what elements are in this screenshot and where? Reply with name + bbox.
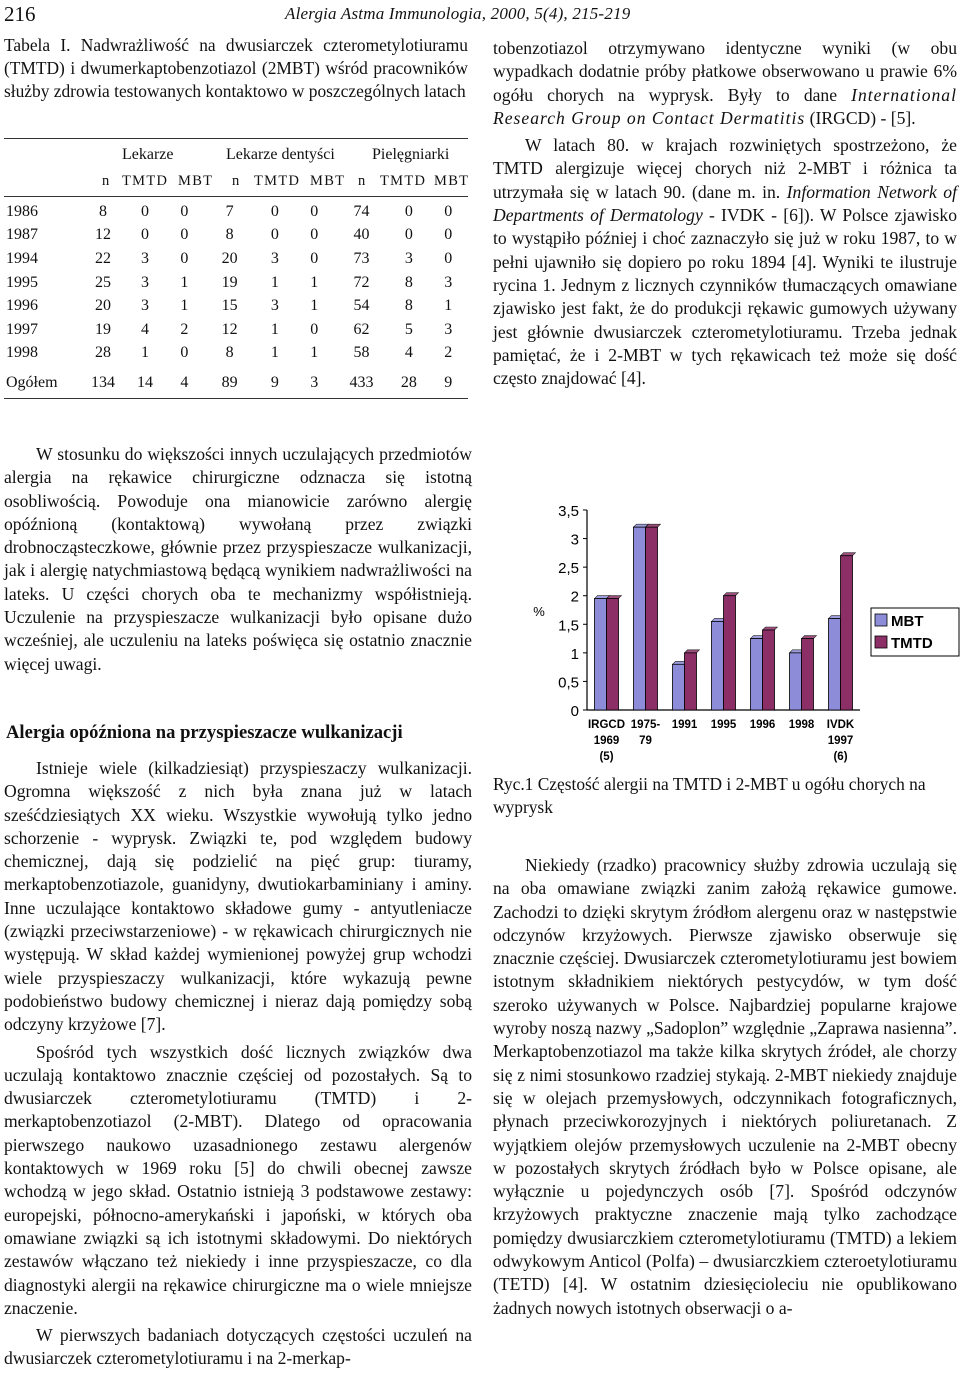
x-tick-label: 79 [639, 735, 652, 747]
table-caption: Tabela I. Nadwrażliwość na dwusiarczek czterometylotiuramu (TMTD) i dwumerkaptobenzotiazol (2MBT) wśród pracowników służby zdrowia testowanych kontaktowo w poszczególnych latach [4, 35, 468, 101]
table-cell: 1 [444, 297, 453, 315]
year-cell: 1994 [6, 249, 38, 267]
table-total-row [4, 365, 468, 401]
sub-n-2: n [232, 173, 241, 189]
table-cell: 9 [270, 374, 279, 392]
table-cell: 0 [444, 226, 453, 244]
bar-mbt [790, 653, 802, 710]
table-cell: 1 [270, 320, 279, 338]
table-top-rule [4, 138, 468, 139]
table-cell: 3 [270, 249, 279, 267]
table-cell: 12 [94, 226, 111, 244]
table-cell: 0 [140, 202, 149, 220]
legend-label: TMTD [891, 635, 933, 652]
year-cell: 1986 [6, 202, 38, 220]
table-cell: 58 [353, 344, 370, 362]
bar-mbt [595, 599, 607, 710]
y-tick-label: 3 [570, 531, 579, 549]
year-cell: 1997 [6, 320, 38, 338]
table-cell: 3 [270, 297, 279, 315]
table-cell: 12 [221, 320, 238, 338]
table-cell: 0 [180, 249, 189, 267]
table-cell: 72 [353, 273, 370, 291]
paragraph: tobenzotiazol otrzymywano identyczne wyniki (w obu wypadkach dodatnie próby płatkowe obserwowano u prawie 6% ogółu chorych na wyprysk. Były to dane International Research Group on Contact Dermatitis (IRGCD) - [5]. [493, 38, 957, 128]
x-tick-label: 1995 [710, 719, 737, 731]
paragraph: W stosunku do większości innych uczulających przedmiotów alergia na rękawice chirurgiczne odznacza się istotną osobliwością. Powoduje ona mianowicie zarówno alergię opóźnioną (kontaktową) wywołaną przez związki drobnocząsteczkowe, głównie przez przyspieszacze wulkanizacji, jak i alergię natychmiastową będącą wynikiem nadwrażliwości na lateks. U części chorych oba te mechanizmy współistnieją. Uczulenie na przyspieszacze wulkanizacji było opisane dużo wcześniej, ale uczuleniu na lateks poświęca się ostatnio znacznie więcej uwagi. [4, 444, 472, 674]
group-pielegniarki: Pielęgniarki [372, 146, 450, 163]
data-table [4, 200, 468, 401]
year-cell: 1995 [6, 273, 38, 291]
table-cell: 0 [310, 226, 319, 244]
paragraph: Istnieje wiele (kilkadziesiąt) przyspieszaczy wulkanizacji. Ogromna większość z nich była znana już w latach sześćdziesiątych XX wieku. Wszystkie wywołują tylko jedno schorzenie - wyprysk. Związki te, pod względem budowy chemicznej, dają się podzielić na pięć grup: tiuramy, merkaptobenzotiazole, guanidyny, dwutiokarbaminiany i aminy. Inne uczulające kontaktowo składowe gumy - antyutleniacze (związki przeciwstarzeniowe) - w rękawicach chirurgicznych nie występują. W skład każdej wymienionej powyżej grup wchodzi wiele przyspieszaczy wulkanizacji, które wykazują pewne podobieństwo budowy chemicznej i nieraz dają pomiędzy sobą odczyny krzyżowe [7]. [4, 758, 472, 1035]
table-cell: 0 [270, 226, 279, 244]
table-row [4, 342, 468, 366]
x-tick-label: 1996 [749, 719, 776, 731]
bar-mbt [712, 621, 724, 710]
x-tick-label: 1969 [593, 735, 620, 747]
paragraph: W pierwszych badaniach dotyczących częstości uczuleń na dwusiarczek czterometylotiuramu i na 2-merkap- [4, 1325, 472, 1369]
chart [495, 490, 960, 775]
bar-tmtd [607, 599, 619, 710]
bar-tmtd [763, 630, 775, 710]
table-cell: 73 [353, 249, 370, 267]
italic-org: International Research Group on Contact Dermatitis [493, 84, 957, 128]
table-cell: 433 [349, 374, 374, 392]
y-tick-label: 2 [570, 588, 579, 606]
y-axis-label: % [533, 604, 545, 619]
x-tick-label: IRGCD [587, 719, 626, 731]
table-cell: 0 [180, 344, 189, 362]
legend-swatch [875, 614, 887, 626]
table-cell: 0 [404, 226, 413, 244]
italic-org: Information Network of Departments of Dermatology [493, 181, 957, 226]
sub-n-1: n [102, 173, 111, 189]
right-column-2 [493, 854, 957, 1320]
table-cell: 1 [270, 273, 279, 291]
table-cell: 28 [94, 344, 111, 362]
legend-swatch [875, 636, 887, 648]
x-tick-label: 1997 [827, 735, 854, 747]
x-tick-label: (5) [599, 751, 614, 763]
total-label: Ogółem [6, 374, 58, 392]
table-cell: 8 [225, 344, 234, 362]
x-tick-label: 1975- [630, 719, 661, 731]
table-cell: 4 [180, 374, 189, 392]
sub-mbt-2: MBT [310, 173, 346, 189]
table-cell: 3 [404, 249, 413, 267]
paragraph: Niekiedy (rzadko) pracownicy służby zdrowia uczulają się na oba omawiane związki zanim założą rękawice gumowe. Zachodzi to dzięki skrytym źródłom alergenu oraz w następstwie odczynów krzyżowych. Pierwsze zjawisko obserwuje się znacznie częściej. Dwusiarczek czterometylotiuramu jest bowiem istotnym składnikiem niektórych pestycydów, w tym dość szeroko używanych w Polsce. Najbardziej popularne krajowe wyroby noszą nazwy „Sadoplon” względnie „Zaprawa nasienna”. Merkaptobenzotiazol ma także kilka skrytych źródeł, ale chorzy się z nimi stosunkowo rzadziej stykają. 2-MBT niekiedy znajduje się w olejach przemysłowych, odczynnikach fotograficznych, płynach przeciwkorozyjnych i niektórych poliuretanach. Z wyjątkiem olejów przemysłowych uczulenie na 2-MBT obecny w pozostałych skrytych źródłach było w Polsce opisane, ale wyłącznie u pojedynczych osób [7]. Spośród odczynów krzyżowych praktyczne znaczenie mają tylko zachodzące pomiędzy dwusiarczkiem czterometylotiuramu (TMTD) a lekiem odwykowym Anticol (Polfa) – dwusiarczkiem czteroetylotiuramu (TETD) [4]. W ostatnim dziesięcioleciu nie opublikowano żadnych nowych istotnych obserwacji o a- [493, 855, 957, 1318]
sub-tmtd-1: TMTD [122, 173, 169, 189]
table-cell: 20 [94, 297, 111, 315]
bar-top [685, 650, 700, 653]
sub-tmtd-2: TMTD [254, 173, 301, 189]
table-cell: 4 [404, 344, 413, 362]
figure-caption: Ryc.1 Częstość alergii na TMTD i 2-MBT u ogółu chorych na wyprysk [493, 774, 926, 817]
sub-n-3: n [358, 173, 367, 189]
table-cell: 0 [444, 249, 453, 267]
page-number: 216 [4, 2, 36, 26]
bar-top [802, 636, 817, 639]
table-cell: 0 [404, 202, 413, 220]
x-tick-label: 1991 [671, 719, 698, 731]
table-cell: 0 [310, 249, 319, 267]
group-dentysci: Lekarze dentyści [226, 146, 335, 163]
table-cell: 2 [180, 320, 189, 338]
table-cell: 74 [353, 202, 370, 220]
table-cell: 3 [444, 273, 453, 291]
table-cell: 20 [221, 249, 238, 267]
paragraph: W latach 80. w krajach rozwiniętych spostrzeżono, że TMTD alergizuje więcej chorych niż 2-MBT i różnica ta utrzymała się w latach 90. (dane m. in. Information Network of Departments of Dermatology - IVDK - [6]). W Polsce zjawisko to wystąpiło później i choć zaznaczyło się już w roku 1987, to w pełni ujawniło się dopiero po roku 1894 [4]. Wyniki te ilustruje rycina 1. Jednym z licznych czynników tłumaczących omawiane zjawisko jest fakt, że do produkcji rękawic gumowych używany jest głównie dwusiarczek czterometylotiuramu. Trzeba jednak pamiętać, że i 2-MBT w tych rękawicach też może się dość często znajdować [4]. [493, 135, 958, 389]
table-cell: 1 [310, 273, 319, 291]
bar-tmtd [802, 639, 814, 710]
x-tick-label: IVDK [826, 719, 855, 731]
year-cell: 1996 [6, 297, 38, 315]
bar-top [646, 524, 661, 527]
sub-tmtd-3: TMTD [380, 173, 427, 189]
bar-mbt [634, 527, 646, 710]
table-cell: 25 [94, 273, 111, 291]
table-cell: 2 [444, 344, 453, 362]
bar-tmtd [685, 653, 697, 710]
table-cell: 40 [353, 226, 370, 244]
chart-labels [533, 503, 855, 763]
sub-mbt-3: MBT [434, 173, 470, 189]
table-cell: 3 [140, 273, 149, 291]
table-cell: 0 [180, 226, 189, 244]
section-heading: Alergia opóźniona na przyspieszacze wulkanizacji [6, 722, 403, 743]
table-cell: 134 [90, 374, 115, 392]
table-cell: 89 [221, 374, 238, 392]
table-cell: 0 [180, 202, 189, 220]
table-cell: 19 [94, 320, 111, 338]
table-cell: 22 [94, 249, 111, 267]
chart-bars [595, 524, 856, 710]
bar-top [763, 627, 778, 630]
table-bottom-rule [4, 398, 468, 399]
table-cell: 8 [98, 202, 107, 220]
table-cell: 1 [310, 297, 319, 315]
year-cell: 1987 [6, 226, 38, 244]
table-row [4, 318, 468, 342]
y-tick-label: 1,5 [558, 617, 579, 635]
bar-top [724, 593, 739, 596]
bar-tmtd [841, 556, 853, 710]
y-tick-label: 3,5 [558, 503, 579, 520]
table-cell: 3 [310, 374, 319, 392]
right-column [493, 37, 957, 390]
table-cell: 0 [140, 226, 149, 244]
table-cell: 54 [353, 297, 370, 315]
table-cell: 62 [353, 320, 370, 338]
table-row [4, 200, 468, 224]
table-row [4, 224, 468, 248]
table-header-rule [4, 196, 468, 197]
table-cell: 8 [404, 297, 413, 315]
table-cell: 14 [136, 374, 153, 392]
table-cell: 28 [400, 374, 417, 392]
table-cell: 0 [444, 202, 453, 220]
bar-mbt [673, 664, 685, 710]
table-cell: 0 [270, 202, 279, 220]
table-row [4, 247, 468, 271]
legend-label: MBT [891, 613, 924, 630]
y-tick-label: 0 [570, 703, 579, 720]
table-cell: 7 [225, 202, 234, 220]
table-cell: 19 [221, 273, 238, 291]
table-cell: 3 [140, 297, 149, 315]
table-cell: 5 [404, 320, 413, 338]
table-cell: 3 [140, 249, 149, 267]
y-tick-label: 2,5 [558, 560, 579, 578]
group-lekarze: Lekarze [122, 146, 174, 163]
year-cell: 1998 [6, 344, 38, 362]
bar-tmtd [724, 596, 736, 710]
table-cell: 1 [140, 344, 149, 362]
x-tick-label: (6) [833, 751, 848, 763]
table-cell: 1 [180, 297, 189, 315]
table-cell: 4 [140, 320, 149, 338]
table-cell: 3 [444, 320, 453, 338]
bar-mbt [829, 619, 841, 710]
table-cell: 1 [270, 344, 279, 362]
table-cell: 1 [310, 344, 319, 362]
bar-mbt [751, 639, 763, 710]
left-column-2 [4, 757, 472, 1371]
y-tick-label: 1 [570, 645, 579, 663]
sub-mbt-1: MBT [178, 173, 214, 189]
left-column [4, 443, 472, 676]
table-row [4, 294, 468, 318]
y-tick-label: 0,5 [558, 674, 579, 692]
x-tick-label: 1998 [788, 719, 815, 731]
bar-top [841, 553, 856, 556]
table-cell: 8 [225, 226, 234, 244]
table-cell: 15 [221, 297, 238, 315]
table-cell: 9 [444, 374, 453, 392]
table-cell: 0 [310, 320, 319, 338]
bar-tmtd [646, 527, 658, 710]
journal-header: Alergia Astma Immunologia, 2000, 5(4), 215-219 [285, 4, 631, 23]
table-cell: 0 [310, 202, 319, 220]
chart-legend [871, 608, 959, 656]
table-cell: 8 [404, 273, 413, 291]
bar-top [607, 596, 622, 599]
paragraph: Spośród tych wszystkich dość licznych związków dwa uczulają kontaktowo znacznie częściej od pozostałych. Są to dwusiarczek czterometylotiuramu (TMTD) i 2-merkaptobenzotiazol (2-MBT). Dlatego od opracowania pierwszego naukowo uzasadnionego zestawu alergenów kontaktowych w 1969 roku [5] do chwili obecnej zawsze wchodzą w jego skład. Ostatnio istnieją 3 podstawowe zestawy: europejski, północno-amerykański i japoński, w których oba omawiane związki są ich istotnymi składowymi. Do niektórych zestawów włączano też niekiedy i inne przyspieszacze, co dla diagnostyki alergii na rękawice chirurgiczne ma o wiele mniejsze znaczenie. [4, 1041, 472, 1318]
table-row [4, 271, 468, 295]
table-cell: 1 [180, 273, 189, 291]
